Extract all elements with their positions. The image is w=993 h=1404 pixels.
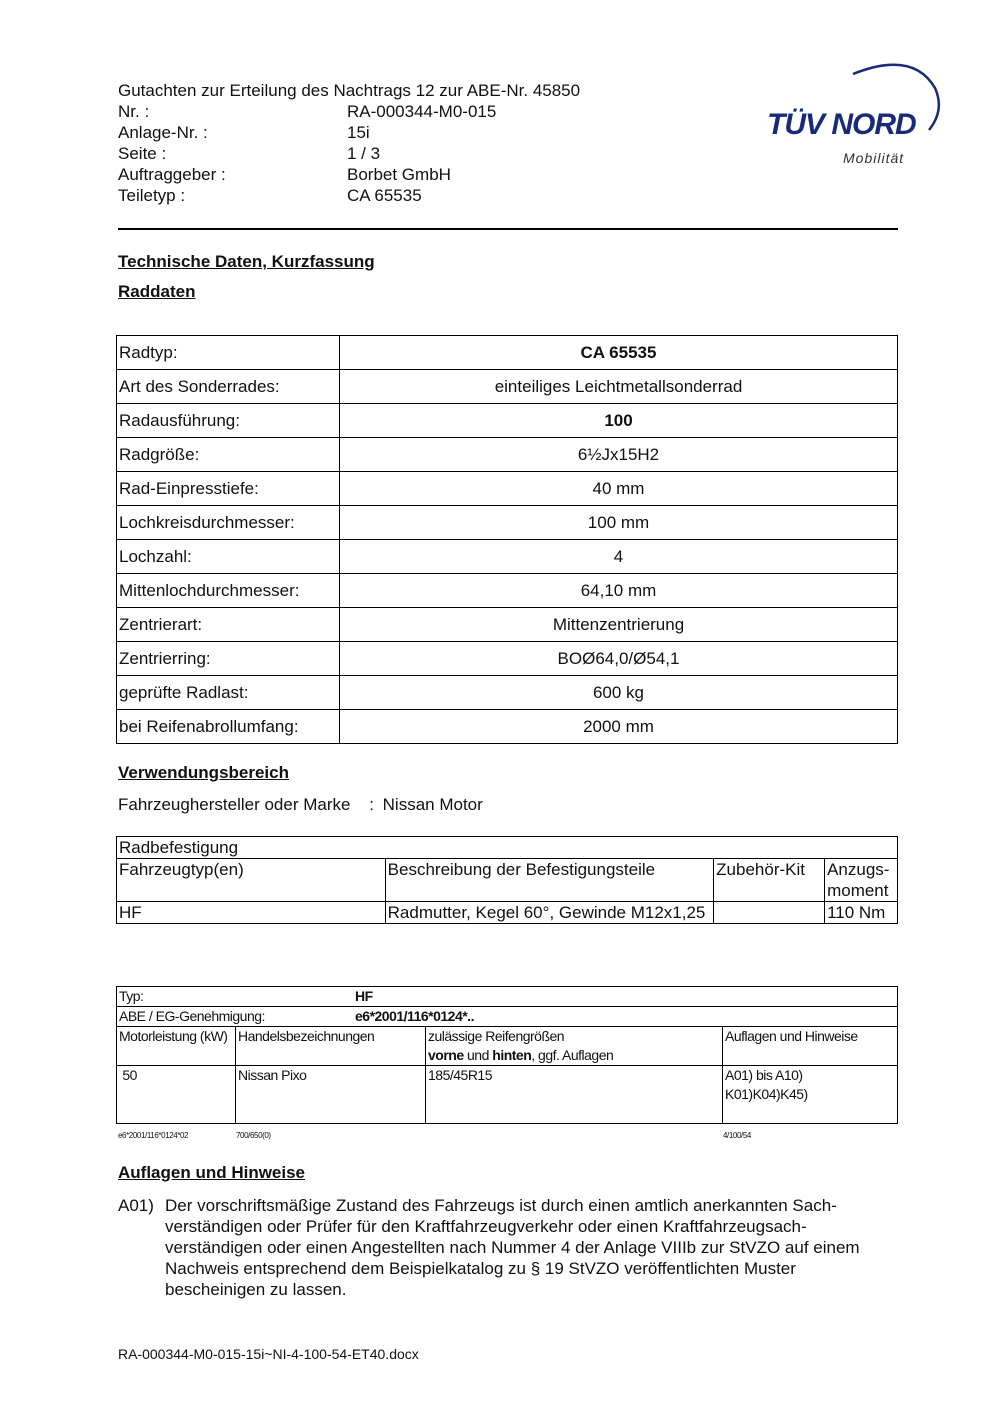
table-cell: 110 Nm xyxy=(825,902,898,924)
typ-footnote: 700/650(0) xyxy=(236,1131,271,1140)
logo-wordmark: TÜV NORD xyxy=(767,108,916,141)
raddaten-label: Radausführung: xyxy=(117,404,340,438)
table-cell: Radmutter, Kegel 60°, Gewinde M12x1,25 xyxy=(385,902,714,924)
column-header xyxy=(426,1027,723,1066)
table-row xyxy=(117,608,898,642)
column-header: Motorleistung (kW) xyxy=(117,1027,236,1066)
table-cell: 50 xyxy=(117,1066,236,1124)
column-header-line xyxy=(428,1046,720,1065)
field-label: Auftraggeber : xyxy=(118,165,226,184)
raddaten-label: Lochzahl: xyxy=(117,540,340,574)
raddaten-label: Zentrierart: xyxy=(117,608,340,642)
field-label: Teiletyp : xyxy=(118,186,186,205)
tuev-nord-logo xyxy=(763,58,943,178)
field-label: Anlage-Nr. : xyxy=(118,123,208,142)
hersteller-line xyxy=(118,795,483,815)
field-label: Nr. : xyxy=(118,102,150,121)
header-field xyxy=(118,185,580,206)
raddaten-value: 100 mm xyxy=(340,506,898,540)
table-cell xyxy=(723,1066,898,1124)
raddaten-value: 6½Jx15H2 xyxy=(340,438,898,472)
field-value: 1 / 3 xyxy=(347,144,381,163)
section-heading-raddaten: Raddaten xyxy=(118,282,196,301)
bold-hinten: hinten xyxy=(492,1047,532,1063)
raddaten-label: Mittenlochdurchmesser: xyxy=(117,574,340,608)
raddaten-value: 64,10 mm xyxy=(340,574,898,608)
raddaten-value: 4 xyxy=(340,540,898,574)
typ-label: Typ: xyxy=(119,988,144,1004)
raddaten-label: Art des Sonderrades: xyxy=(117,370,340,404)
table-row xyxy=(117,540,898,574)
raddaten-value: 40 mm xyxy=(340,472,898,506)
table-row xyxy=(117,370,898,404)
note-label: A01) xyxy=(118,1196,154,1215)
column-header: Anzugs-moment xyxy=(825,859,898,902)
table-row xyxy=(117,506,898,540)
raddaten-value: 600 kg xyxy=(340,676,898,710)
field-value: RA-000344-M0-015 xyxy=(347,102,497,121)
header-field xyxy=(118,143,580,164)
table-row xyxy=(117,336,898,370)
table-row xyxy=(117,472,898,506)
field-value: Borbet GmbH xyxy=(347,165,451,184)
column-header: Fahrzeugtyp(en) xyxy=(117,859,386,902)
note-a01 xyxy=(118,1195,898,1300)
raddaten-value: Mittenzentrierung xyxy=(340,608,898,642)
logo-subtitle: Mobilität xyxy=(843,150,905,166)
radbefestigung-table xyxy=(116,836,898,924)
raddaten-value: BOØ64,0/Ø54,1 xyxy=(340,642,898,676)
cell-line: A01) bis A10) xyxy=(725,1067,803,1083)
header-divider xyxy=(118,228,898,230)
table-row xyxy=(117,676,898,710)
hersteller-value: Nissan Motor xyxy=(382,795,483,814)
column-header: Auflagen und Hinweise xyxy=(723,1027,898,1066)
section-heading-verwendung: Verwendungsbereich xyxy=(118,763,289,782)
field-value: CA 65535 xyxy=(347,186,422,205)
table-cell xyxy=(714,902,825,924)
column-header: Handelsbezeichnungen xyxy=(236,1027,426,1066)
document-footer: RA-000344-M0-015-15i~NI-4-100-54-ET40.docx xyxy=(118,1346,419,1362)
table-row xyxy=(117,642,898,676)
raddaten-label: bei Reifenabrollumfang: xyxy=(117,710,340,744)
raddaten-label: geprüfte Radlast: xyxy=(117,676,340,710)
cell-line: K01)K04)K45) xyxy=(725,1086,808,1102)
table-row xyxy=(117,404,898,438)
hersteller-label: Fahrzeughersteller oder Marke xyxy=(118,795,351,814)
table-row xyxy=(117,710,898,744)
abe-label: ABE / EG-Genehmigung: xyxy=(119,1008,265,1024)
typ-footnote: e6*2001/116*0124*02 xyxy=(118,1131,189,1140)
header-field xyxy=(118,122,580,143)
note-text: Der vorschriftsmäßige Zustand des Fahrzeugs ist durch einen amtlich anerkannten Sach-verständigen oder Prüfer für den Kraftfahrzeugverkehr oder einen Kraftfahrzeugsach-verständigen oder einen Angestellten nach Nummer 4 der Anlage VIIIb zur StVZO auf einem Nachweis entsprechend dem Beispielkatalog zu § 19 StVZO veröffentlichten Muster bescheinigen zu lassen. xyxy=(165,1196,860,1299)
abe-value: e6*2001/116*0124*.. xyxy=(355,1008,474,1024)
header-field xyxy=(118,164,580,185)
text-und: und xyxy=(463,1047,493,1063)
document-title: Gutachten zur Erteilung des Nachtrags 12 zur ABE-Nr. 45850 xyxy=(118,81,581,100)
typ-footnote: 4/100/54 xyxy=(723,1131,751,1140)
raddaten-value: CA 65535 xyxy=(340,336,898,370)
radbefestigung-title: Radbefestigung xyxy=(117,837,898,859)
column-header: Zubehör-Kit xyxy=(714,859,825,902)
raddaten-value: einteiliges Leichtmetallsonderrad xyxy=(340,370,898,404)
table-row xyxy=(117,1066,898,1124)
field-label: Seite : xyxy=(118,144,167,163)
typ-value: HF xyxy=(355,988,373,1004)
section-heading-auflagen: Auflagen und Hinweise xyxy=(118,1163,306,1182)
field-value: 15i xyxy=(347,123,370,142)
raddaten-value: 2000 mm xyxy=(340,710,898,744)
bold-vorne: vorne xyxy=(428,1047,464,1063)
raddaten-value: 100 xyxy=(340,404,898,438)
table-row xyxy=(117,438,898,472)
hersteller-separator: : xyxy=(369,795,374,814)
raddaten-table xyxy=(116,335,898,744)
table-cell: Nissan Pixo xyxy=(236,1066,426,1124)
table-cell: HF xyxy=(117,902,386,924)
section-heading-technische: Technische Daten, Kurzfassung xyxy=(118,252,375,271)
raddaten-label: Radgröße: xyxy=(117,438,340,472)
raddaten-label: Zentrierring: xyxy=(117,642,340,676)
raddaten-label: Rad-Einpresstiefe: xyxy=(117,472,340,506)
text-rest: , ggf. Auflagen xyxy=(531,1047,614,1063)
raddaten-label: Lochkreisdurchmesser: xyxy=(117,506,340,540)
typ-table xyxy=(116,986,898,1124)
table-cell: 185/45R15 xyxy=(426,1066,723,1124)
column-header: Beschreibung der Befestigungsteile xyxy=(385,859,714,902)
table-row xyxy=(117,902,898,924)
document-header xyxy=(118,80,580,206)
raddaten-label: Radtyp: xyxy=(117,336,340,370)
column-header-line: zulässige Reifengrößen xyxy=(428,1028,565,1044)
header-field xyxy=(118,101,580,122)
table-row xyxy=(117,574,898,608)
